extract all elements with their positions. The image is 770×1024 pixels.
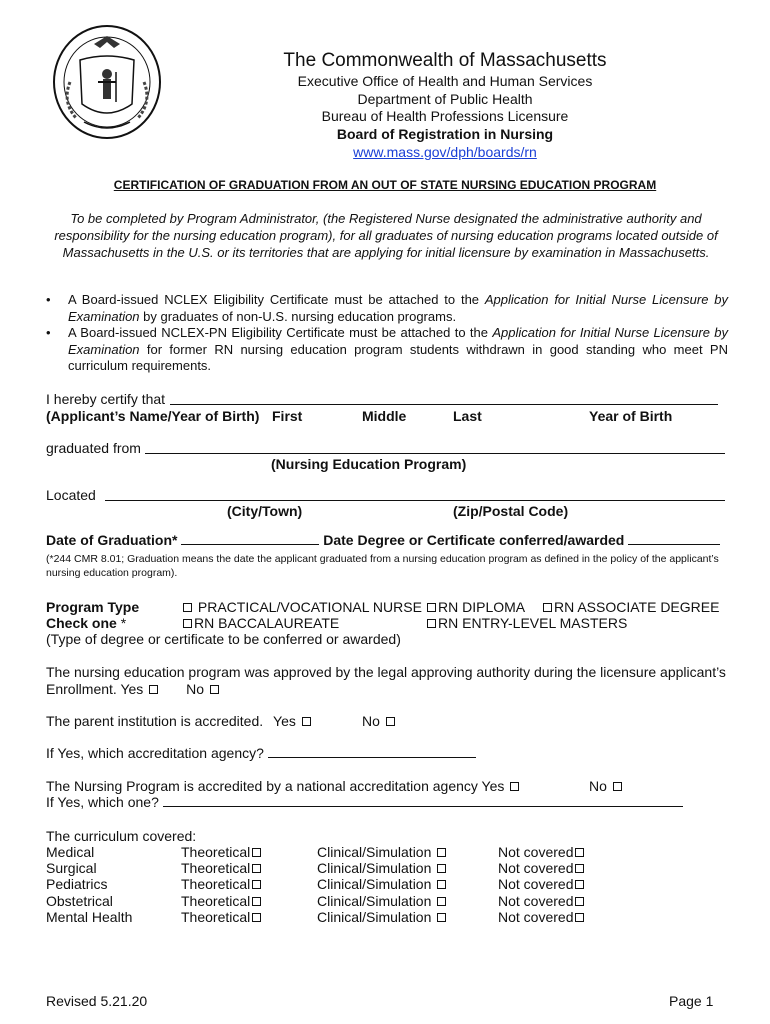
option-rn-masters[interactable]: RN ENTRY-LEVEL MASTERS (425, 615, 627, 631)
checkbox[interactable] (427, 619, 436, 628)
clinical-option[interactable]: Clinical/Simulation (317, 893, 448, 909)
national-which-field[interactable] (163, 806, 683, 807)
clinical-option[interactable]: Clinical/Simulation (317, 876, 448, 892)
checkbox[interactable] (437, 913, 446, 922)
checkbox[interactable] (302, 717, 311, 726)
checkbox[interactable] (427, 603, 436, 612)
graduation-date-label: Date of Graduation* (46, 532, 178, 548)
not-covered-option[interactable]: Not covered (498, 893, 586, 909)
checkbox[interactable] (437, 880, 446, 889)
parent-yes[interactable]: Yes (273, 713, 313, 729)
degree-date-label: Date Degree or Certificate conferred/awarded (323, 532, 625, 548)
graduation-note: (*244 CMR 8.01; Graduation means the date the applicant graduated from a nursing education program as defined in the policy of the applicant’s nursing education program). (46, 553, 719, 579)
middle-label: Middle (362, 408, 407, 424)
option-rn-baccalaureate[interactable]: RN BACCALAUREATE (181, 615, 339, 631)
checkbox[interactable] (210, 685, 219, 694)
checkbox[interactable] (437, 864, 446, 873)
last-label: Last (453, 408, 482, 424)
clinical-option[interactable]: Clinical/Simulation (317, 844, 448, 860)
national-no[interactable]: No (589, 778, 624, 794)
checkbox[interactable] (575, 848, 584, 857)
city-sublabel: (City/Town) (227, 503, 303, 519)
checkbox[interactable] (575, 880, 584, 889)
agency-field[interactable] (268, 757, 476, 758)
graduation-date-field[interactable] (181, 544, 319, 545)
national-yes[interactable]: Yes (482, 778, 522, 794)
theoretical-option[interactable]: Theoretical (181, 876, 263, 892)
checkbox[interactable] (149, 685, 158, 694)
nursing-program-sublabel: (Nursing Education Program) (271, 456, 467, 472)
bullet-list (46, 292, 728, 375)
option-rn-diploma[interactable]: RN DIPLOMA (425, 599, 525, 615)
national-which-label: If Yes, which one? (46, 794, 159, 810)
option-rn-associate[interactable]: RN ASSOCIATE DEGREE (541, 599, 719, 615)
certify-label: I hereby certify that (46, 391, 166, 407)
checkbox[interactable] (613, 782, 622, 791)
clinical-option[interactable]: Clinical/Simulation (317, 909, 448, 925)
checkbox[interactable] (183, 603, 192, 612)
curriculum-title: The curriculum covered: (46, 828, 197, 844)
not-covered-option[interactable]: Not covered (498, 876, 586, 892)
degree-date-field[interactable] (628, 544, 720, 545)
parent-no[interactable]: No (362, 713, 397, 729)
applicant-sublabel: (Applicant’s Name/Year of Birth) (46, 408, 260, 424)
checkbox[interactable] (575, 897, 584, 906)
located-label: Located (46, 487, 96, 503)
checkbox[interactable] (252, 848, 261, 857)
national-question: The Nursing Program is accredited by a national accreditation agency (46, 778, 478, 794)
applicant-name-field[interactable] (170, 404, 718, 405)
not-covered-option[interactable]: Not covered (498, 860, 586, 876)
approval-question: The nursing education program was approved by the legal approving authority during the licensure applicant’s Enrollment. Yes No (46, 664, 726, 697)
theoretical-option[interactable]: Theoretical (181, 860, 263, 876)
checkbox[interactable] (252, 880, 261, 889)
graduated-label: graduated from (46, 440, 141, 456)
header-title: The Commonwealth of Massachusetts (283, 50, 607, 71)
checkbox[interactable] (575, 913, 584, 922)
program-type-note: (Type of degree or certificate to be conferred or awarded) (46, 631, 401, 647)
checkbox[interactable] (252, 897, 261, 906)
revised-date: Revised 5.21.20 (46, 993, 148, 1009)
header-bureau: Bureau of Health Professions Licensure (321, 108, 569, 124)
approval-no[interactable]: No (186, 681, 221, 697)
header-department: Department of Public Health (357, 91, 533, 107)
not-covered-option[interactable]: Not covered (498, 844, 586, 860)
checkbox[interactable] (183, 619, 192, 628)
header-agency: Executive Office of Health and Human Services (297, 73, 593, 89)
program-type-label: Program Type (46, 599, 140, 615)
nursing-program-field[interactable] (145, 453, 725, 454)
approval-yes[interactable]: Yes (120, 681, 160, 697)
checkbox[interactable] (575, 864, 584, 873)
url-link[interactable]: www.mass.gov/dph/boards/rn (353, 144, 537, 160)
clinical-option[interactable]: Clinical/Simulation (317, 860, 448, 876)
massachusetts-seal (50, 22, 164, 140)
agency-question: If Yes, which accreditation agency? (46, 745, 264, 761)
checkbox[interactable] (252, 864, 261, 873)
zip-sublabel: (Zip/Postal Code) (453, 503, 569, 519)
intro-text: To be completed by Program Administrator, (the Registered Nurse designated the administrative authority and responsibility for the nursing education program), for all graduates of nursing education programs located outside of Massachusetts in the U.S. or its territories that are applying for initial licensure by examination in Massachusetts. (54, 211, 718, 260)
bullet-item: • A Board-issued NCLEX Eligibility Certificate must be attached to the Application for Initial Nurse Licensure by Examination by graduates of non-U.S. nursing education programs. (46, 292, 728, 324)
header-url[interactable] (240, 144, 650, 160)
checkbox[interactable] (437, 897, 446, 906)
check-one-star: * (120, 615, 127, 631)
theoretical-option[interactable]: Theoretical (181, 844, 263, 860)
page-number: Page 1 (669, 993, 714, 1009)
first-label: First (272, 408, 303, 424)
theoretical-option[interactable]: Theoretical (181, 909, 263, 925)
parent-question: The parent institution is accredited. (46, 713, 264, 729)
option-practical[interactable]: PRACTICAL/VOCATIONAL NURSE (181, 599, 422, 615)
checkbox[interactable] (252, 913, 261, 922)
checkbox[interactable] (437, 848, 446, 857)
checkbox[interactable] (543, 603, 552, 612)
year-of-birth-label: Year of Birth (589, 408, 673, 424)
bullet-item: • A Board-issued NCLEX-PN Eligibility Certificate must be attached to the Application for Initial Nurse Licensure by Examination for former RN nursing education program students withdrawn in good standing who meet PN curriculum requirements. (46, 325, 729, 373)
header-board: Board of Registration in Nursing (336, 126, 554, 142)
check-one-label: Check one (46, 615, 117, 631)
form-title: CERTIFICATION OF GRADUATION FROM AN OUT OF STATE NURSING EDUCATION PROGRAM (113, 178, 657, 192)
checkbox[interactable] (386, 717, 395, 726)
location-field[interactable] (105, 500, 725, 501)
checkbox[interactable] (510, 782, 519, 791)
theoretical-option[interactable]: Theoretical (181, 893, 263, 909)
not-covered-option[interactable]: Not covered (498, 909, 586, 925)
